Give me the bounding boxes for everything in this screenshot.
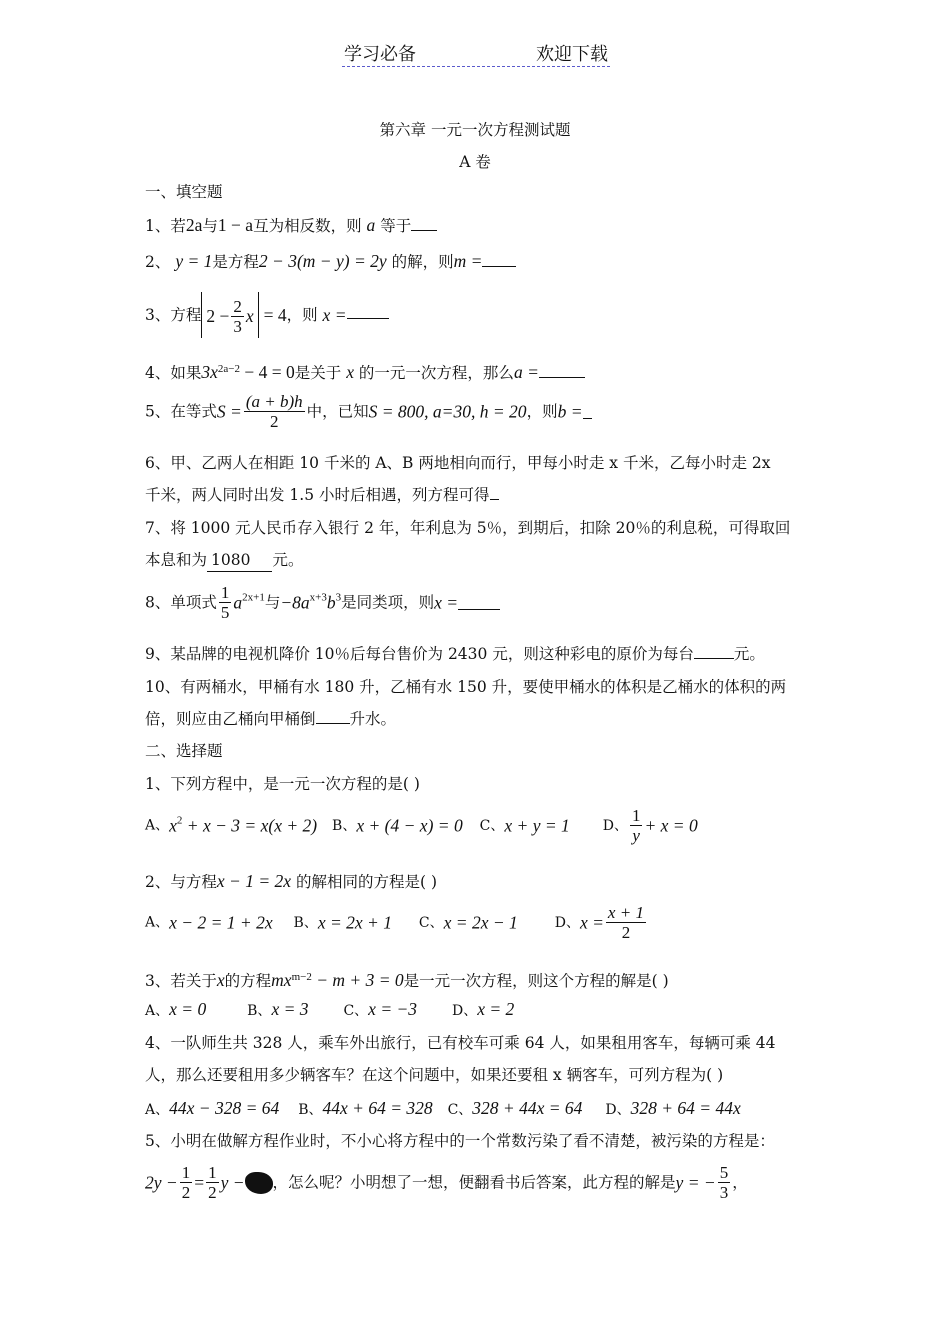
page-subtitle: A 卷 (459, 153, 491, 171)
section-heading-multiple-choice: 二、选择题 (145, 742, 223, 760)
question-8: 8、单项式 $\frac{1}{5}$ $a^{2x+1}$与$-8a^{x+3}b^3$是同类项，则x = (145, 583, 500, 622)
question-4: 4、如果$3x^{2a-2} - 4 = 0$是关于 x 的一元一次方程，那么a = (145, 358, 585, 384)
choice-question-1-stem: 1、下列方程中，是一元一次方程的是( ) (145, 775, 420, 793)
page-header (342, 38, 610, 67)
answer-blank (316, 709, 350, 724)
section-heading-fill-blank: 一、填空题 (145, 183, 223, 201)
choice-question-4-line-2: 人，那么还要租用多少辆客车？在这个问题中，如果还要租 x 辆客车，可列方程为( ) (145, 1066, 724, 1084)
answer-filled: 1080 (207, 549, 272, 572)
choice-question-3-options: A、x = 0 B、x = 3 C、x = −3 D、x = 2 (145, 999, 515, 1019)
question-10-line-1: 10、有两桶水，甲桶有水 180 升，乙桶有水 150 升，要使甲桶水的体积是乙桶水的体积的两 (145, 678, 787, 696)
choice-question-2-stem: 2、与方程x − 1 = 2x 的解相同的方程是( ) (145, 871, 437, 891)
question-3: 3、方程 2 − $\frac{2}{3}$ x = 4，则 x = (145, 292, 389, 338)
question-6-line-1: 6、甲、乙两人在相距 10 千米的 A、B 两地相向而行，甲每小时走 x 千米，乙每小时走 2x (145, 454, 771, 472)
answer-blank (347, 304, 389, 319)
question-7-line-1: 7、将 1000 元人民币存入银行 2 年，年利息为 5％，到期后，扣除 20％的利息税，可得取回 (145, 519, 791, 537)
absolute-value-expression: 2 − $\frac{2}{3}$ x (201, 292, 258, 338)
choice-question-1-options: A、$x^2 + x - 3 = x(x + 2)$ B、x + (4 − x) = 0 C、x + y = 1 D、 $\frac{1}{y}$ + x = 0 (145, 806, 698, 845)
answer-blank (490, 485, 499, 500)
page-title: 第六章 一元一次方程测试题 (379, 121, 571, 139)
ink-blot-obscured-constant (245, 1172, 273, 1194)
choice-question-5-line-2: 2y − $\frac{1}{2}$ = $\frac{1}{2}$ y − ，怎么呢？小明想了一想，便翻看书后答案，此方程的解是y = − $\frac{5}{3}$ ， (145, 1163, 748, 1202)
answer-blank (482, 252, 516, 267)
answer-blank (458, 595, 500, 610)
question-6-line-2: 千米，两人同时出发 1.5 小时后相遇，列方程可得 (145, 484, 499, 506)
answer-blank (539, 363, 585, 378)
answer-blank (583, 404, 592, 419)
question-2: 2、 y = 1是方程2 − 3(m − y) = 2y 的解，则m = (145, 250, 516, 273)
header-right-text: 欢迎下载 (536, 44, 608, 65)
choice-question-5-line-1: 5、小明在做解方程作业时，不小心将方程中的一个常数污染了看不清楚，被污染的方程是： (145, 1132, 775, 1150)
answer-blank (411, 216, 437, 231)
question-1: 1、若2a与1 − a互为相反数，则 a 等于 (145, 214, 437, 237)
question-10-line-2: 倍，则应由乙桶向甲桶倒 升水。 (145, 710, 397, 728)
choice-question-3-stem: 3、若关于x的方程$mx^{m-2} - m + 3 = 0$是一元一次方程，则这个方程的解是( ) (145, 970, 669, 990)
question-9: 9、某品牌的电视机降价 10％后每台售价为 2430 元，则这种彩电的原价为每台 元。 (145, 645, 765, 663)
choice-question-4-line-1: 4、一队师生共 328 人，乘车外出旅行，已有校车可乘 64 人，如果租用客车，每辆可乘 44 (145, 1034, 776, 1052)
answer-blank (694, 644, 734, 659)
question-7-line-2: 本息和为 1080 元。 (145, 549, 303, 572)
choice-question-2-options: A、x − 2 = 1 + 2x B、x = 2x + 1 C、x = 2x − 1 D、x = $\frac{x + 1}{2}$ (145, 903, 644, 942)
choice-question-4-options: A、44x − 328 = 64 B、44x + 64 = 328 C、328 + 44x = 64 D、328 + 64 = 44x (145, 1098, 741, 1118)
question-5: 5、在等式S = $\frac{(a + b)h}{2}$ 中，已知S = 800, a=30, h = 20，则b = (145, 392, 592, 431)
header-left-text: 学习必备 (344, 44, 416, 65)
